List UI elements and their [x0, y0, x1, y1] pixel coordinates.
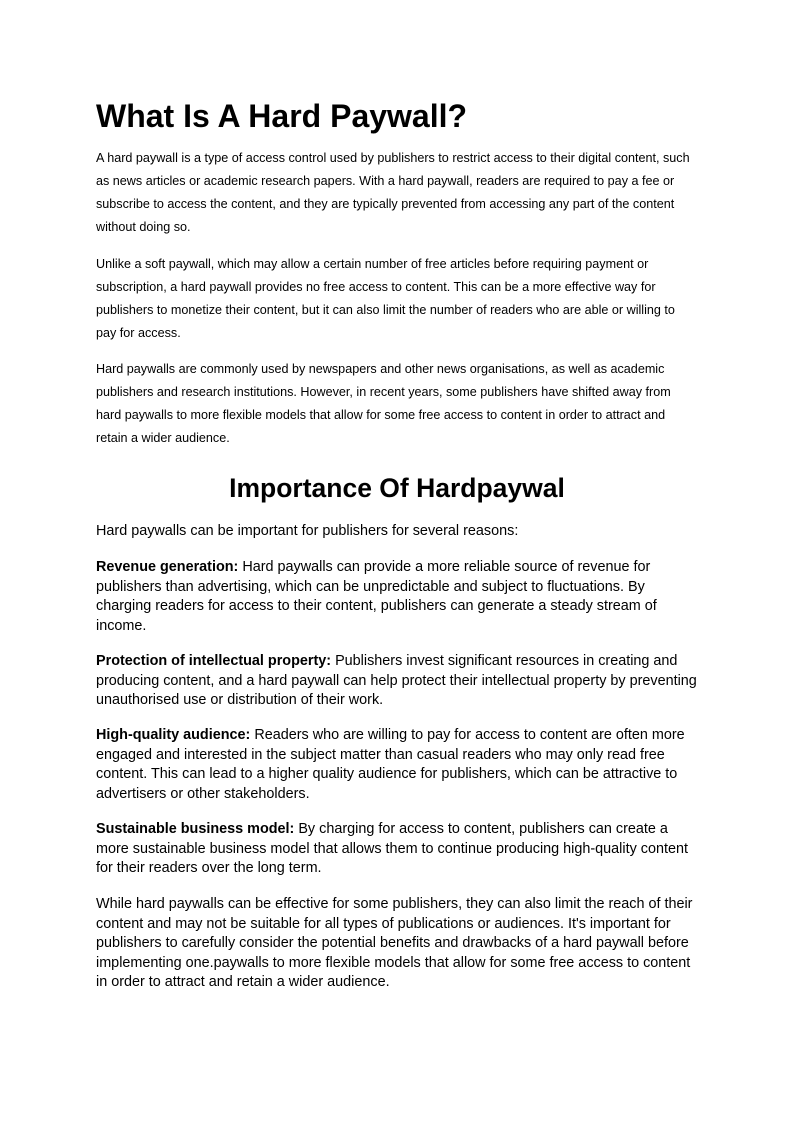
reason-lead: Sustainable business model: [96, 821, 295, 837]
reason-high-quality-audience [96, 726, 698, 804]
reason-lead: Protection of intellectual property: [96, 653, 332, 669]
conclusion-paragraph: While hard paywalls can be effective for some publishers, they can also limit the reach of their content and may not be suitable for all types of publications or audiences. It's important for publishers to carefully consider the potential benefits and drawbacks of a hard paywall before implementing one.paywalls to more flexible models that allow for some free access to content in order to attract and retain a wider audience. [96, 896, 693, 990]
reason-text: Publishers invest significant resources in creating and producing content, and a hard paywall can help protect their intellectual property by preventing unauthorised use or distribution of their work. [96, 653, 697, 708]
page-title: What Is A Hard Paywall? [96, 98, 468, 134]
reason-text: Hard paywalls can provide a more reliable source of revenue for publishers than advertising, which can be unpredictable and subject to fluctuations. By charging readers for access to their content, publishers can generate a steady stream of income. [96, 559, 657, 634]
reason-lead: Revenue generation: [96, 559, 239, 575]
reason-lead: High-quality audience: [96, 727, 251, 743]
reason-protection-of-ip [96, 652, 698, 711]
reason-text: By charging for access to content, publishers can create a more sustainable business model that allows them to continue producing high-quality content for their readers over the long term. [96, 821, 688, 876]
intro-paragraph-3: Hard paywalls are commonly used by newspapers and other news organisations, as well as academic publishers and research institutions. However, in recent years, some publishers have shifted away from hard paywalls to more flexible models that allow for some free access to content in order to attract and retain a wider audience. [96, 362, 671, 445]
intro-paragraph-2: Unlike a soft paywall, which may allow a certain number of free articles before requiring payment or subscription, a hard paywall provides no free access to content. This can be a more effective way for publishers to monetize their content, but it can also limit the number of readers who are able or willing to pay for access. [96, 257, 675, 340]
reason-sustainable-business-model [96, 820, 698, 879]
section-title: Importance Of Hardpaywal [229, 473, 565, 503]
intro-paragraph-1: A hard paywall is a type of access control used by publishers to restrict access to their digital content, such as news articles or academic research papers. With a hard paywall, readers are required to pay a fee or subscribe to access the content, and they are typically prevented from accessing any part of the content without doing so. [96, 151, 690, 234]
section-intro: Hard paywalls can be important for publishers for several reasons: [96, 523, 519, 539]
reason-revenue-generation [96, 558, 698, 636]
reason-text: Readers who are willing to pay for access to content are often more engaged and interested in the subject matter than casual readers who may only read free content. This can lead to a higher quality audience for publishers, which can be attractive to advertisers or other stakeholders. [96, 727, 685, 802]
